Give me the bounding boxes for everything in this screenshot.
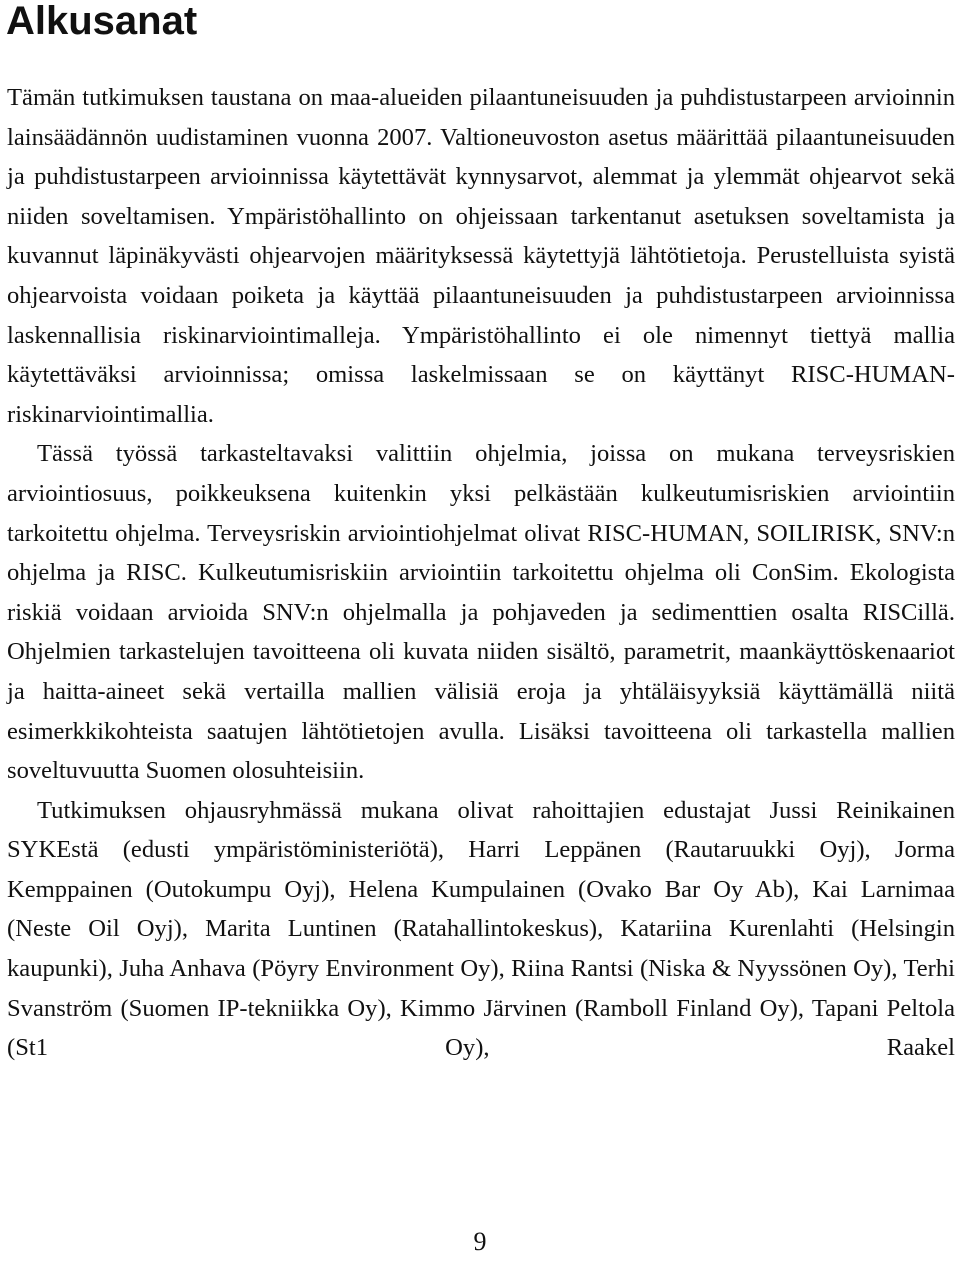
paragraph-programs: Tässä työssä tarkasteltavaksi valittiin ohjelmia, joissa on mukana terveysriskien arviointiosuus, poikkeuksena kuitenkin yksi pelkästään kulkeutumisriskien arviointiin tarkoitettu ohjelma. Terveysriskin arviointiohjelmat olivat RISC-HUMAN, SOILIRISK, SNV:n ohjelma ja RISC. Kulkeutumisriskiin arviointiin tarkoitettu ohjelma oli ConSim. Ekologista riskiä voidaan arvioida SNV:n ohjelmalla ja pohjaveden ja sedimenttien osalta RISCillä. Ohjelmien tarkastelujen tavoitteena oli kuvata niiden sisältö, parametrit, maankäyttöskenaariot ja haitta-aineet sekä vertailla mallien välisiä eroja ja yhtäläisyyksiä käyttämällä niitä esimerkkikohteista saatujen lähtötietojen avulla. Lisäksi tavoitteena oli tarkastella mallien soveltuvuutta Suomen olosuhteisiin. [7,440,955,785]
page-number: 9 [473,1227,487,1256]
paragraph-background: Tämän tutkimuksen taustana on maa-alueiden pilaantuneisuuden ja puhdistustarpeen arvioinnin lainsäädännön uudistaminen vuonna 2007. Valtioneuvoston asetus määrittää pilaantuneisuuden ja puhdistustarpeen arvioinnissa käytettävät kynnysarvot, alemmat ja ylemmät ohjearvot sekä niiden soveltamisen. Ympäristöhallinto on ohjeissaan tarkentanut asetuksen soveltamista ja kuvannut läpinäkyvästi ohjearvojen määrityksessä käytettyjä lähtötietoja. Perustelluista syistä ohjearvoista voidaan poiketa ja käyttää pilaantuneisuuden ja puhdistustarpeen arvioinnissa laskennallisia riskinarviointimalleja. Ympäristöhallinto ei ole nimennyt tiettyä mallia käytettäväksi arvioinnissa; omissa laskelmissaan se on käyttänyt RISC-HUMAN-riskinarviointimallia. [7,84,955,428]
paragraph-steering-group: Tutkimuksen ohjausryhmässä mukana olivat rahoittajien edustajat Jussi Reinikainen SYKEstä (edusti ympäristöministeriötä), Harri Leppänen (Rautaruukki Oyj), Jorma Kemppainen (Outokumpu Oyj), Helena Kumpulainen (Ovako Bar Oy Ab), Kai Larnimaa (Neste Oil Oyj), Marita Luntinen (Ratahallintokeskus), Katariina Kurenlahti (Helsingin kaupunki), Juha Anhava (Pöyry Environment Oy), Riina Rantsi (Niska & Nyyssönen Oy), Terhi Svanström (Suomen IP-tekniikka Oy), Kimmo Järvinen (Ramboll Finland Oy), Tapani Peltola (St1 Oy), Raakel [7,796,955,1062]
body-text [7,78,955,1068]
section-heading: Alkusanat [6,0,198,43]
